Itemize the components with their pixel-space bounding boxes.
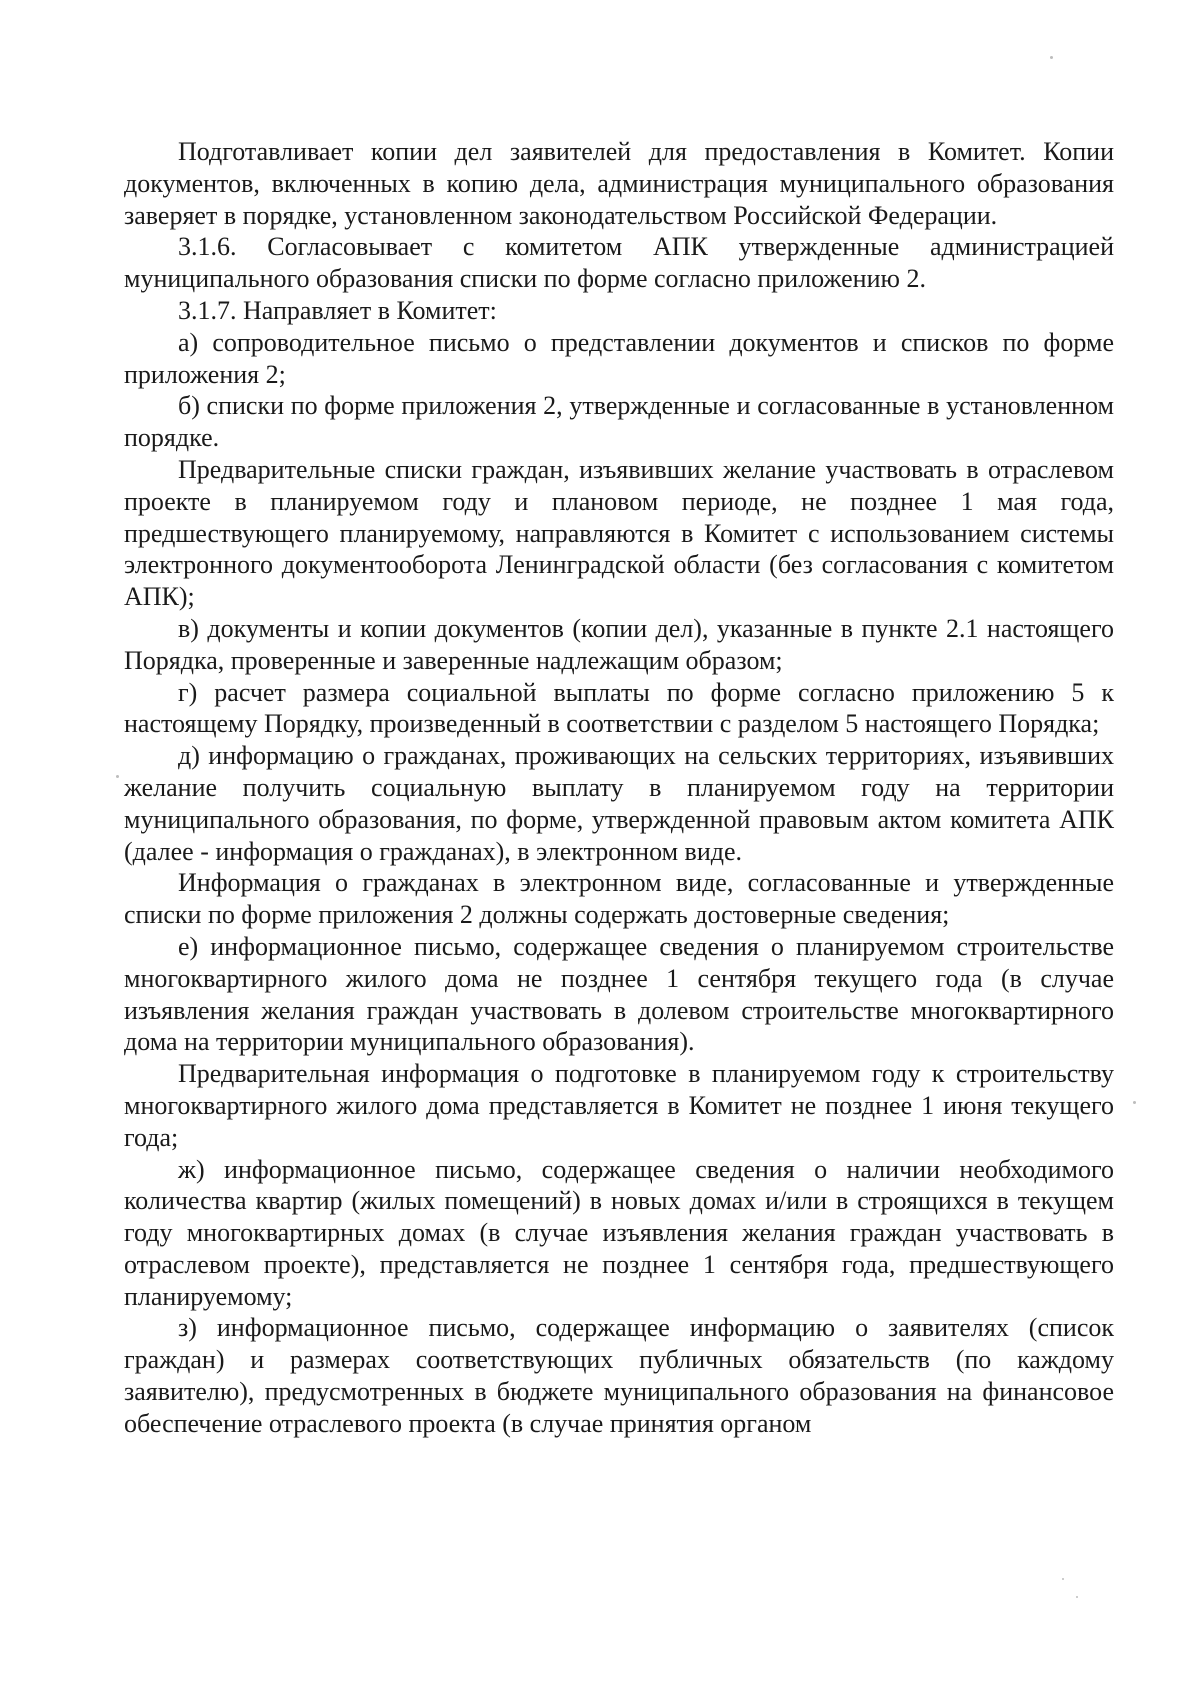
paragraph-3-1-6: 3.1.6. Согласовывает с комитетом АПК утвержденные администрацией муниципального образования списки по форме согласно приложению 2. [124, 232, 1114, 294]
scan-speck [1062, 1578, 1064, 1580]
list-item-zh: ж) информационное письмо, содержащее сведения о наличии необходимого количества квартир (жилых помещений) в новых домах и/или в строящихся в текущем году многоквартирных домах (в случае изъявления желания граждан участвовать в отраслевом проекте), представляется не позднее 1 сентября года, предшествующего планируемому; [124, 1154, 1114, 1311]
paragraph-citizen-info: Информация о гражданах в электронном виде, согласованные и утвержденные списки по форме приложения 2 должны содержать достоверные сведения; [124, 868, 1114, 930]
list-item-z: з) информационное письмо, содержащее информацию о заявителях (список граждан) и размерах соответствующих публичных обязательств (по каждому заявителю), предусмотренных в бюджете муниципального образования на финансовое обеспечение отраслевого проекта (в случае принятия органом [124, 1313, 1114, 1438]
scan-speck [1050, 56, 1053, 59]
list-item-b: б) списки по форме приложения 2, утвержденные и согласованные в установленном порядке. [124, 391, 1114, 453]
scan-speck [1076, 1596, 1078, 1598]
paragraph-copies-of-cases: Подготавливает копии дел заявителей для предоставления в Комитет. Копии документов, включенных в копию дела, администрация муниципального образования заверяет в порядке, установленном законодательством Российской Федерации. [124, 137, 1114, 230]
paragraph-3-1-7: 3.1.7. Направляет в Комитет: [178, 295, 497, 325]
list-item-d: д) информацию о гражданах, проживающих на сельских территориях, изъявивших желание получить социальную выплату в планируемом году на территории муниципального образования, по форме, утвержденной правовым актом комитета АПК (далее - информация о гражданах), в электронном виде. [124, 741, 1114, 866]
scan-speck [1133, 1101, 1136, 1104]
paragraph-preliminary-lists: Предварительные списки граждан, изъявивших желание участвовать в отраслевом проекте в планируемом году и плановом периоде, не позднее 1 мая года, предшествующего планируемому, направляются в Комитет с использованием системы электронного документооборота Ленинградской области (без согласования с комитетом АПК); [124, 454, 1114, 612]
document-body [124, 136, 1114, 1440]
list-item-a: а) сопроводительное письмо о представлении документов и списков по форме приложения 2; [124, 327, 1114, 389]
paragraph-preliminary-info: Предварительная информация о подготовке в планируемом году к строительству многоквартирного жилого дома представляется в Комитет не позднее 1 июня текущего года; [124, 1059, 1114, 1152]
list-item-g: г) расчет размера социальной выплаты по форме согласно приложению 5 к настоящему Порядку, произведенный в соответствии с разделом 5 настоящего Порядка; [124, 677, 1114, 739]
list-item-e: е) информационное письмо, содержащее сведения о планируемом строительстве многоквартирного жилого дома не позднее 1 сентября текущего года (в случае изъявления желания граждан участвовать в долевом строительстве многоквартирного дома на территории муниципального образования). [124, 931, 1114, 1057]
list-item-v: в) документы и копии документов (копии дел), указанные в пункте 2.1 настоящего Порядка, проверенные и заверенные надлежащим образом; [124, 613, 1114, 675]
scan-speck [116, 775, 119, 778]
